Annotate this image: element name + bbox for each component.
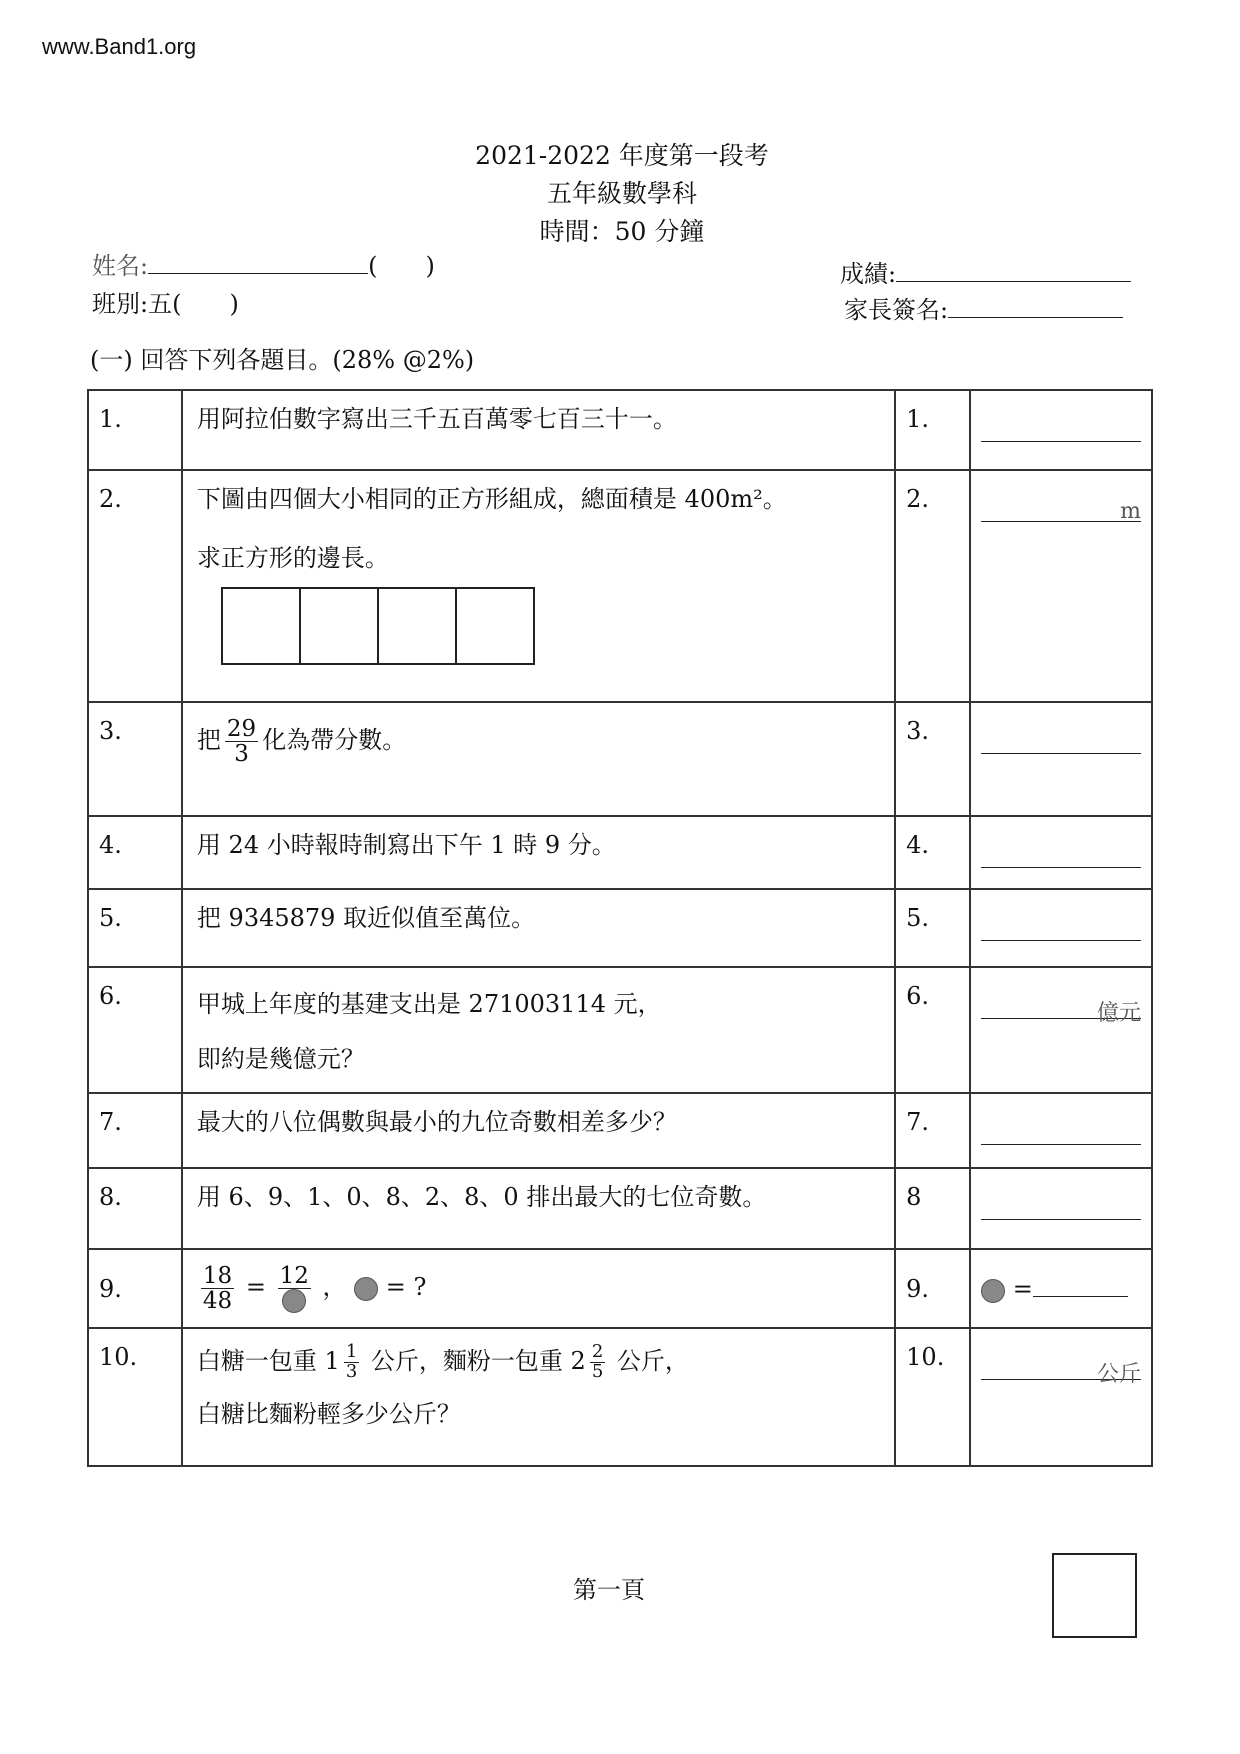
question-text — [182, 1249, 895, 1328]
question-number: 4. — [88, 816, 182, 889]
four-squares-diagram — [221, 587, 884, 665]
question-text: 下圖由四個大小相同的正方形組成，總面積是 400m²。 — [196, 485, 787, 513]
table-row — [88, 1249, 1152, 1328]
parent-label: 家長簽名: — [844, 296, 949, 324]
question-text: 用阿拉伯數字寫出三千五百萬零七百三十一。 — [182, 390, 895, 470]
question-text: 白糖比麵粉輕多少公斤？ — [196, 1399, 461, 1428]
fraction — [201, 1264, 234, 1313]
numerator: 2 — [591, 1341, 604, 1362]
table-row — [88, 816, 1152, 889]
question-text: 求正方形的邊長。 — [196, 543, 389, 572]
answer-number: 7. — [895, 1093, 970, 1168]
denominator: 48 — [202, 1288, 233, 1314]
numerator: 18 — [202, 1262, 233, 1289]
question-number: 8. — [88, 1168, 182, 1249]
score-label: 成績: — [840, 260, 897, 288]
denominator: 3 — [345, 1360, 358, 1382]
question-text: 用 6、9、1、0、8、2、8、0 排出最大的七位奇數。 — [182, 1168, 895, 1249]
text: 公斤，麵粉一包重 2 — [370, 1346, 586, 1375]
question-text: 即約是幾億元？ — [196, 1044, 365, 1073]
time-limit: 時間：50 分鐘 — [539, 217, 705, 246]
question-number: 1. — [88, 390, 182, 470]
question-number: 10. — [88, 1328, 182, 1466]
name-field[interactable] — [92, 246, 435, 281]
name-label: 姓名: — [92, 252, 149, 280]
answer-number: 5. — [895, 889, 970, 967]
question-text — [197, 1343, 884, 1382]
table-row — [88, 1168, 1152, 1249]
table-row — [88, 889, 1152, 967]
answer-number: 6. — [895, 967, 970, 1093]
fraction — [278, 1264, 311, 1313]
table-row — [88, 390, 1152, 470]
fraction — [344, 1343, 359, 1382]
table-row — [88, 702, 1152, 816]
question-number: 5. — [88, 889, 182, 967]
numerator: 29 — [226, 716, 257, 742]
answer-line[interactable] — [981, 845, 1141, 868]
answer-line[interactable]: m — [981, 499, 1141, 522]
equals: = — [1012, 1275, 1033, 1303]
question-number: 2. — [88, 470, 182, 702]
answer-line[interactable] — [981, 1122, 1141, 1145]
question-table — [87, 389, 1153, 1467]
fraction — [590, 1343, 605, 1382]
answer-number: 2. — [895, 470, 970, 702]
question-text: 甲城上年度的基建支出是 271003114 元， — [196, 990, 662, 1018]
answer-number: 9. — [895, 1249, 970, 1328]
watermark: www.Band1.org — [42, 34, 197, 59]
fraction — [225, 717, 258, 766]
unknown-dot-icon — [354, 1277, 378, 1301]
equals: = — [245, 1273, 266, 1301]
question-number: 3. — [88, 702, 182, 816]
subject: 五年級數學科 — [546, 179, 697, 208]
name-number: ( ) — [368, 252, 435, 280]
answer-number: 3. — [895, 702, 970, 816]
text: 把 — [196, 726, 221, 755]
table-row — [88, 1328, 1152, 1466]
question-number: 9. — [88, 1249, 182, 1328]
question-text: 用 24 小時報時制寫出下午 1 時 9 分。 — [182, 816, 895, 889]
answer-line[interactable] — [1033, 1274, 1128, 1297]
question-text: 最大的八位偶數與最小的九位奇數相差多少？ — [182, 1093, 895, 1168]
denominator: 5 — [591, 1360, 604, 1382]
class-field[interactable]: 班別:五( ) — [92, 290, 239, 318]
denominator: 3 — [234, 741, 249, 768]
answer-number: 10. — [895, 1328, 970, 1466]
table-row — [88, 1093, 1152, 1168]
text: 化為帶分數。 — [262, 726, 407, 755]
text: 公斤， — [616, 1346, 689, 1375]
question-number: 6. — [88, 967, 182, 1093]
question-number: 7. — [88, 1093, 182, 1168]
table-row — [88, 470, 1152, 702]
question-text: 把 9345879 取近似值至萬位。 — [182, 889, 895, 967]
answer-line[interactable] — [981, 918, 1141, 941]
text: 白糖一包重 1 — [196, 1346, 340, 1375]
answer-number: 1. — [895, 390, 970, 470]
score-field[interactable] — [840, 254, 1131, 289]
text: ， — [322, 1273, 347, 1301]
parent-signature-field[interactable] — [844, 290, 1123, 325]
answer-number: 8 — [895, 1168, 970, 1249]
unknown-dot-icon — [981, 1279, 1005, 1303]
numerator: 12 — [279, 1262, 309, 1289]
section-heading: (一) 回答下列各題目。(28% @2%) — [90, 346, 475, 374]
answer-number: 4. — [895, 816, 970, 889]
answer-line[interactable] — [981, 419, 1141, 442]
unknown-dot-icon — [282, 1289, 306, 1313]
answer-line[interactable] — [981, 1197, 1141, 1220]
answer-line[interactable]: 公斤 — [981, 1357, 1141, 1380]
score-box[interactable] — [1052, 1553, 1137, 1638]
exam-title: 2021-2022 年度第一段考 — [475, 141, 769, 170]
text: = ? — [385, 1273, 427, 1301]
page-footer: 第一頁 — [573, 1576, 645, 1604]
answer-line[interactable]: 億元 — [981, 996, 1141, 1019]
numerator: 1 — [345, 1341, 358, 1362]
answer-line[interactable] — [981, 731, 1141, 754]
table-row — [88, 967, 1152, 1093]
question-text — [182, 702, 895, 816]
